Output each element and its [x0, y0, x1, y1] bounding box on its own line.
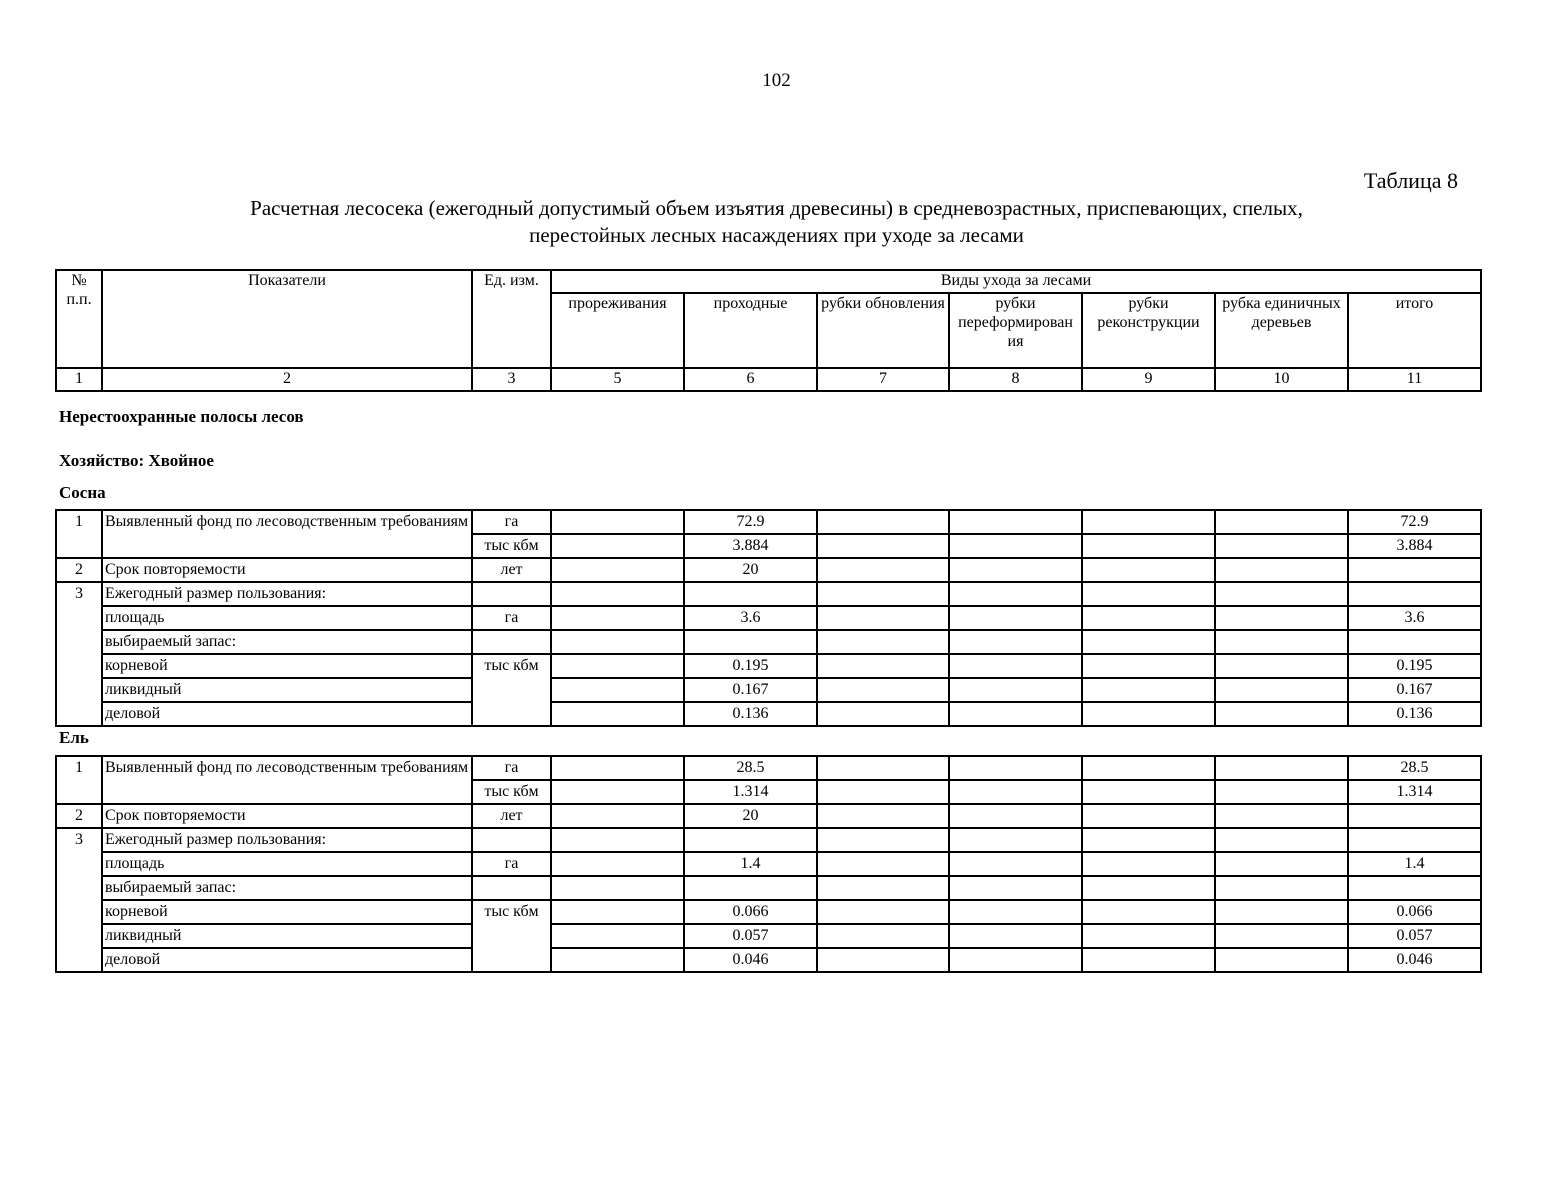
title-line-1: Расчетная лесосека (ежегодный допустимый объем изъятия древесины) в средневозрастных, приспевающих, спелых, [250, 196, 1303, 220]
spruce-table [55, 755, 1482, 973]
total-cell: 3.6 [1348, 606, 1481, 630]
row-number: 2 [56, 558, 102, 582]
total-cell: 0.136 [1348, 702, 1481, 726]
unit-cell: тыс кбм [472, 534, 551, 558]
value-cell: 0.136 [684, 702, 817, 726]
row-label: площадь [102, 606, 472, 630]
value-cell: 28.5 [684, 756, 817, 780]
total-cell: 0.046 [1348, 948, 1481, 972]
value-cell: 0.167 [684, 678, 817, 702]
row-label: выбираемый запас: [102, 630, 472, 654]
row-label: Выявленный фонд по лесоводственным требованиям [102, 756, 472, 804]
header-num: № п.п. [56, 270, 102, 368]
species-heading-pine: Сосна [59, 483, 106, 502]
header-col-single-trees: рубка единичных деревьев [1215, 293, 1348, 368]
col-number: 10 [1215, 368, 1348, 391]
total-cell: 3.884 [1348, 534, 1481, 558]
row-label: корневой [102, 654, 472, 678]
header-col-passing: проходные [684, 293, 817, 368]
value-cell: 1.314 [684, 780, 817, 804]
species-heading-spruce: Ель [59, 728, 89, 747]
farm-heading: Хозяйство: Хвойное [59, 451, 214, 470]
row-label: Срок повторяемости [102, 804, 472, 828]
header-col-total: итого [1348, 293, 1481, 368]
unit-cell: га [472, 606, 551, 630]
row-number: 3 [56, 828, 102, 972]
value-cell: 0.066 [684, 900, 817, 924]
col-number: 2 [102, 368, 472, 391]
value-cell: 3.6 [684, 606, 817, 630]
row-label: Срок повторяемости [102, 558, 472, 582]
col-number: 8 [949, 368, 1082, 391]
page-number: 102 [762, 70, 791, 91]
title-line-2: перестойных лесных насаждениях при уходе за лесами [529, 223, 1024, 247]
unit-cell: лет [472, 558, 551, 582]
col-number: 3 [472, 368, 551, 391]
row-number: 1 [56, 756, 102, 804]
value-cell: 72.9 [684, 510, 817, 534]
unit-cell: тыс кбм [472, 900, 551, 972]
header-indicators: Показатели [102, 270, 472, 368]
pine-table [55, 509, 1482, 727]
row-label: Выявленный фонд по лесоводственным требованиям [102, 510, 472, 558]
row-label: деловой [102, 702, 472, 726]
header-unit: Ед. изм. [472, 270, 551, 368]
row-number: 3 [56, 582, 102, 726]
row-label: ликвидный [102, 678, 472, 702]
table-title [0, 195, 1553, 249]
row-label: ликвидный [102, 924, 472, 948]
total-cell: 1.4 [1348, 852, 1481, 876]
header-table [55, 269, 1482, 392]
total-cell: 1.314 [1348, 780, 1481, 804]
unit-cell: га [472, 510, 551, 534]
row-label: Ежегодный размер пользования: [102, 582, 472, 606]
value-cell: 0.195 [684, 654, 817, 678]
unit-cell: га [472, 852, 551, 876]
row-number: 2 [56, 804, 102, 828]
value-cell: 0.057 [684, 924, 817, 948]
value-cell: 1.4 [684, 852, 817, 876]
row-label: корневой [102, 900, 472, 924]
total-cell: 0.195 [1348, 654, 1481, 678]
header-col-reform: рубки переформирован ия [949, 293, 1082, 368]
col-number: 5 [551, 368, 684, 391]
total-cell: 0.057 [1348, 924, 1481, 948]
value-cell: 0.046 [684, 948, 817, 972]
row-number: 1 [56, 510, 102, 558]
row-label: выбираемый запас: [102, 876, 472, 900]
total-cell: 0.167 [1348, 678, 1481, 702]
col-number: 7 [817, 368, 949, 391]
col-number: 9 [1082, 368, 1215, 391]
unit-cell: га [472, 756, 551, 780]
header-col-thinning: прореживания [551, 293, 684, 368]
col-number: 11 [1348, 368, 1481, 391]
section-heading: Нерестоохранные полосы лесов [59, 407, 304, 426]
value-cell: 20 [684, 558, 817, 582]
col-number: 6 [684, 368, 817, 391]
total-cell: 28.5 [1348, 756, 1481, 780]
unit-cell: тыс кбм [472, 780, 551, 804]
row-label: площадь [102, 852, 472, 876]
header-group: Виды ухода за лесами [551, 270, 1481, 293]
col-number: 1 [56, 368, 102, 391]
table-label: Таблица 8 [1363, 168, 1458, 193]
value-cell: 3.884 [684, 534, 817, 558]
row-label: деловой [102, 948, 472, 972]
total-cell: 0.066 [1348, 900, 1481, 924]
total-cell: 72.9 [1348, 510, 1481, 534]
value-cell: 20 [684, 804, 817, 828]
header-col-renewal: рубки обновления [817, 293, 949, 368]
unit-cell: лет [472, 804, 551, 828]
unit-cell: тыс кбм [472, 654, 551, 726]
header-col-reconstruction: рубки реконструкции [1082, 293, 1215, 368]
row-label: Ежегодный размер пользования: [102, 828, 472, 852]
